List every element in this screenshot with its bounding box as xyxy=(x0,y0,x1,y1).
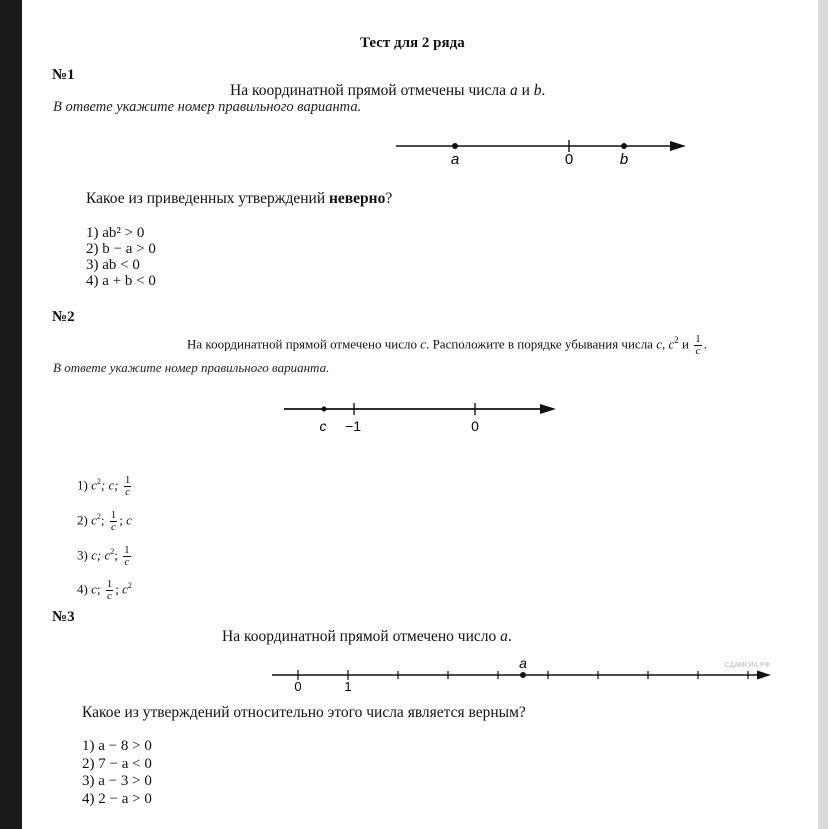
fraction-one-over-c: $\frac{1}{c}$ xyxy=(695,333,701,357)
point-a-3 xyxy=(520,672,526,678)
label-c: c xyxy=(319,418,327,434)
task-2-statement: На координатной прямой отмечено число c. Расположите в порядке убывания числа c, $c^2$ и $\frac{1}{c}$ . xyxy=(187,333,707,357)
task-2-option-4[interactable]: 4) c; $\frac{1}{c}$ ; $c^2$ xyxy=(77,578,132,603)
task-3-statement: На координатной прямой отмечено число a. xyxy=(222,628,512,645)
task-1-instruction: В ответе укажите номер правильного варианта. xyxy=(53,99,362,115)
right-scroll-edge[interactable] xyxy=(818,0,828,829)
label-minus-one: −1 xyxy=(345,418,361,434)
left-dark-edge xyxy=(0,0,22,829)
task-1-number-line xyxy=(392,132,692,172)
task-2-number-line xyxy=(280,398,565,438)
task-1-question: Какое из приведенных утверждений неверно? xyxy=(86,190,393,207)
task-3-options xyxy=(82,738,152,808)
point-b xyxy=(621,143,627,149)
label-zero-3: 0 xyxy=(294,679,302,694)
label-zero: 0 xyxy=(564,151,574,168)
task-1-option-1[interactable]: 1) ab² > 0 xyxy=(86,225,145,241)
label-one-3: 1 xyxy=(344,679,352,694)
page-title: Тест для 2 ряда xyxy=(360,35,465,51)
task-2-option-3[interactable]: 3) c; $c^2$; $\frac{1}{c}$ xyxy=(77,543,130,568)
watermark: СДАМГИА.РФ xyxy=(724,662,770,669)
label-b: b xyxy=(619,151,629,168)
point-c xyxy=(322,407,327,412)
task-1-option-3[interactable]: 3) ab < 0 xyxy=(86,257,140,273)
task-1-number: №1 xyxy=(52,67,75,83)
task-3-option-3[interactable]: 3) a − 3 > 0 xyxy=(82,773,152,789)
task-3-option-2[interactable]: 2) 7 − a < 0 xyxy=(82,755,152,772)
task-2-number: №2 xyxy=(52,309,75,325)
task-1-options xyxy=(86,225,156,289)
task-3-number-line xyxy=(266,655,776,695)
task-1-option-2[interactable]: 2) b − a > 0 xyxy=(86,241,156,257)
task-1-statement: На координатной прямой отмечены числа a и b. xyxy=(230,82,546,99)
label-zero-2: 0 xyxy=(471,418,479,434)
task-2-option-2[interactable]: 2) $c^2$; $\frac{1}{c}$ ; c xyxy=(77,508,132,533)
task-3-option-4[interactable]: 4) 2 − a > 0 xyxy=(82,790,152,807)
label-a-3: a xyxy=(519,655,527,671)
task-2-option-1[interactable]: 1) $c^2$; c; $\frac{1}{c}$ xyxy=(77,473,131,498)
task-2-instruction: В ответе укажите номер правильного варианта. xyxy=(53,360,330,375)
task-2-options xyxy=(77,466,133,605)
task-3-number: №3 xyxy=(52,609,75,625)
label-a: a xyxy=(450,151,460,168)
task-3-question: Какое из утверждений относительно этого числа является верным? xyxy=(82,704,526,721)
task-1-option-4[interactable]: 4) a + b < 0 xyxy=(86,273,156,289)
point-a xyxy=(452,143,458,149)
task-3-option-1[interactable]: 1) a − 8 > 0 xyxy=(82,738,152,754)
